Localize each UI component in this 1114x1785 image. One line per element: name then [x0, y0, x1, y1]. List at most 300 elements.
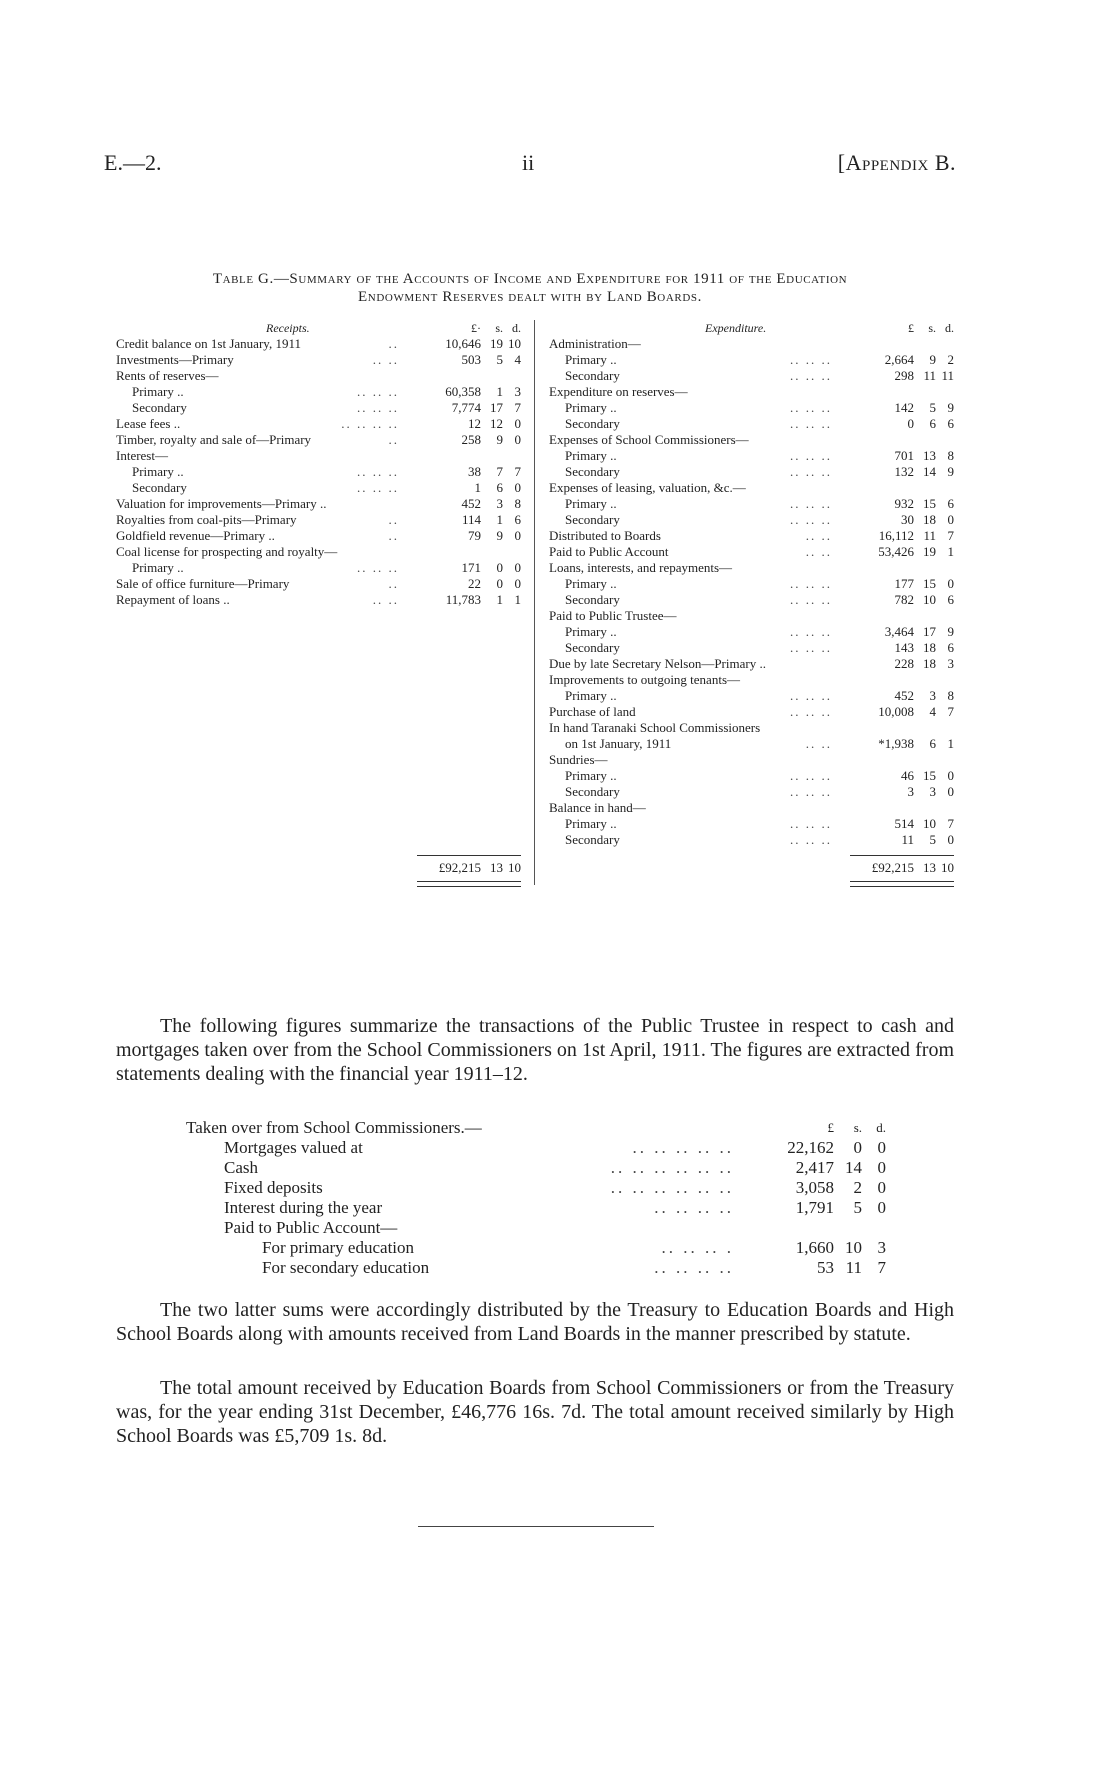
pounds-header: £ [908, 321, 914, 335]
public-trustee-table [186, 1118, 886, 1278]
ledger-row [549, 336, 954, 352]
ledger-row [549, 480, 954, 496]
amount-shillings: 15 [923, 768, 936, 783]
ledger-row [549, 592, 954, 608]
leader-dots: .. .. .. [790, 816, 832, 831]
ledger-row [116, 448, 521, 464]
ledger-row [116, 592, 521, 608]
row-amount [411, 464, 521, 480]
amount-pounds: 2,664 [884, 352, 914, 367]
ledger-row [116, 480, 521, 496]
ledger-row [116, 352, 521, 368]
ledger-row [549, 368, 954, 384]
row-amount [844, 528, 954, 544]
receipts-total-pounds: £92,215 [438, 860, 481, 875]
leader-dots: .. .. .. .. .. .. [610, 1178, 734, 1197]
public-trustee-rows [186, 1138, 886, 1278]
receipts-total-shillings: 13 [490, 860, 503, 875]
row-label: on 1st January, 1911 [565, 736, 672, 751]
leader-dots: .. .. .. [790, 576, 832, 591]
amount-shillings: 13 [923, 448, 936, 463]
leader-dots: .. .. [372, 592, 399, 607]
row-label: Secondary [132, 480, 187, 495]
receipts-caption: Receipts. [266, 321, 310, 335]
amount-pounds: 132 [894, 464, 914, 479]
amount-pounds: 143 [894, 640, 914, 655]
amount-pounds: 258 [461, 432, 481, 447]
ledger-row [549, 816, 954, 832]
ledger-row [549, 528, 954, 544]
leader-dots: .. .. [805, 544, 832, 559]
ledger-row [549, 432, 954, 448]
row-amount [844, 400, 954, 416]
amount-pence: 6 [514, 512, 521, 527]
ledger-row [116, 368, 521, 384]
amount-pounds: 22,162 [787, 1138, 834, 1157]
amount-pounds: 177 [894, 576, 914, 591]
ledger-row [116, 496, 521, 512]
row-label: Primary .. [565, 768, 617, 783]
row-label: Secondary [565, 592, 620, 607]
row-amount [411, 512, 521, 528]
row-label: Secondary [565, 640, 620, 655]
ledger-row [116, 576, 521, 592]
ledger-row [549, 752, 954, 768]
receipts-total-double-rule [417, 881, 521, 887]
row-amount [746, 1138, 886, 1158]
row-amount [844, 784, 954, 800]
amount-pence: 0 [877, 1138, 886, 1157]
ledger-row [549, 720, 954, 736]
amount-shillings: 1 [496, 384, 503, 399]
leader-dots: .. .. .. [790, 592, 832, 607]
amount-pence: 4 [514, 352, 521, 367]
amount-pounds: 1 [474, 480, 481, 495]
row-amount [411, 592, 521, 608]
end-rule [418, 1526, 654, 1527]
leader-dots: .. .. .. .. [654, 1198, 734, 1217]
amount-pence: 0 [947, 784, 954, 799]
amount-shillings: 15 [923, 576, 936, 591]
table-title [104, 270, 956, 306]
row-label: Distributed to Boards [549, 528, 661, 543]
row-label: Secondary [565, 416, 620, 431]
amount-shillings: 19 [923, 544, 936, 559]
ledger-row [549, 768, 954, 784]
row-label: Loans, interests, and repayments— [549, 560, 733, 575]
row-label: Paid to Public Account— [224, 1218, 398, 1237]
amount-pounds: 2,417 [795, 1158, 834, 1177]
row-label: Paid to Public Account [549, 544, 669, 559]
amount-pence: 3 [514, 384, 521, 399]
row-label: Primary .. [565, 400, 617, 415]
row-amount [844, 816, 954, 832]
amount-pence: 8 [947, 448, 954, 463]
amount-pence: 6 [947, 416, 954, 431]
row-label: Administration— [549, 336, 641, 351]
row-label: Expenses of leasing, valuation, &c.— [549, 480, 746, 495]
row-amount [746, 1158, 886, 1178]
row-amount [411, 416, 521, 432]
leader-dots: .. .. .. [357, 384, 399, 399]
leader-dots: .. .. .. .. .. [632, 1138, 734, 1157]
row-amount [411, 400, 521, 416]
public-trustee-row [186, 1238, 886, 1258]
row-amount [411, 352, 521, 368]
row-label: Secondary [565, 832, 620, 847]
amount-pounds: 60,358 [445, 384, 481, 399]
amount-pounds: 38 [468, 464, 481, 479]
ledger-row [549, 352, 954, 368]
amount-pounds: 53 [817, 1258, 834, 1277]
row-amount [411, 576, 521, 592]
pounds-header: £ [827, 1120, 834, 1135]
receipts-header [116, 320, 521, 336]
amount-shillings: 0 [853, 1138, 862, 1157]
row-label: Primary .. [132, 384, 184, 399]
ledger-row [549, 512, 954, 528]
amount-shillings: 1 [496, 592, 503, 607]
leader-dots: .. .. .. .. [341, 416, 399, 431]
amount-pence: 7 [947, 528, 954, 543]
row-amount [844, 592, 954, 608]
amount-pence: 7 [514, 464, 521, 479]
ledger-row [549, 656, 954, 672]
row-label: Primary .. [565, 448, 617, 463]
amount-pounds: 3,058 [795, 1178, 834, 1197]
expenditure-total-shillings: 13 [923, 860, 936, 875]
row-amount [746, 1198, 886, 1218]
row-label: Paid to Public Trustee— [549, 608, 677, 623]
leader-dots: .. .. .. [790, 640, 832, 655]
amount-pence: 7 [877, 1258, 886, 1277]
row-amount [844, 688, 954, 704]
leader-dots: .. .. .. [790, 704, 832, 719]
ledger-row [549, 464, 954, 480]
amount-pence: 0 [877, 1178, 886, 1197]
leader-dots: .. [388, 528, 399, 543]
pence-header: d. [945, 321, 954, 335]
amount-pounds: 3 [907, 784, 914, 799]
public-trustee-row [186, 1138, 886, 1158]
amount-pounds: 46 [901, 768, 914, 783]
leader-dots: .. .. .. [790, 496, 832, 511]
row-label: Goldfield revenue—Primary .. [116, 528, 275, 543]
receipts-total-pence: 10 [508, 860, 521, 875]
ledger-row [549, 688, 954, 704]
amount-shillings: 9 [929, 352, 936, 367]
amount-shillings: 5 [853, 1198, 862, 1217]
amount-pence: 11 [941, 368, 954, 383]
amount-pence: 0 [514, 416, 521, 431]
row-label: Royalties from coal-pits—Primary [116, 512, 297, 527]
amount-pence: 8 [947, 688, 954, 703]
leader-dots: .. .. .. [790, 688, 832, 703]
row-label: Improvements to outgoing tenants— [549, 672, 741, 687]
amount-shillings: 14 [845, 1158, 862, 1177]
row-label: Lease fees .. [116, 416, 181, 431]
ledger-row [116, 384, 521, 400]
leader-dots: .. .. .. [790, 624, 832, 639]
ledger-row [116, 336, 521, 352]
receipts-total [411, 860, 521, 876]
row-label: Valuation for improvements—Primary .. [116, 496, 327, 511]
leader-dots: .. .. .. [790, 512, 832, 527]
expenditure-total-rule [850, 855, 954, 856]
paragraph-3-text: The total amount received by Education Boards from School Commissioners or from the Treasury was, for the year ending 31st December, £46,776 16s. 7d. The total amount received similarly by High School Boards was £5,709 1s. 8d. [116, 1377, 954, 1447]
row-amount [411, 336, 521, 352]
row-label: Secondary [565, 784, 620, 799]
column-divider [534, 320, 535, 885]
row-label: Primary .. [565, 816, 617, 831]
amount-shillings: 3 [929, 688, 936, 703]
row-amount [844, 736, 954, 752]
ledger-row [116, 512, 521, 528]
expenditure-total-pence: 10 [941, 860, 954, 875]
amount-pounds: 0 [907, 416, 914, 431]
amount-shillings: 18 [923, 512, 936, 527]
ledger-row [549, 400, 954, 416]
public-trustee-heading-row [186, 1118, 886, 1138]
amount-pence: 1 [514, 592, 521, 607]
expenditure-total-double-rule [850, 881, 954, 887]
amount-pence: 9 [947, 624, 954, 639]
ledger-row [549, 576, 954, 592]
amount-shillings: 10 [845, 1238, 862, 1257]
leader-dots: .. .. .. [357, 400, 399, 415]
amount-pounds: 452 [894, 688, 914, 703]
amount-pounds: 30 [901, 512, 914, 527]
amount-shillings: 18 [923, 640, 936, 655]
amount-shillings: 11 [923, 368, 936, 383]
row-amount [746, 1178, 886, 1198]
public-trustee-row [186, 1158, 886, 1178]
amount-shillings: 11 [845, 1258, 862, 1277]
leader-dots: .. .. .. [357, 560, 399, 575]
amount-pounds: 514 [894, 816, 914, 831]
amount-shillings: 12 [490, 416, 503, 431]
ledger-row [116, 416, 521, 432]
amount-pounds: 1,660 [795, 1238, 834, 1257]
amount-pounds: *1,938 [878, 736, 914, 751]
row-label: In hand Taranaki School Commissioners [549, 720, 761, 735]
row-amount [411, 384, 521, 400]
ledger-row [116, 560, 521, 576]
amount-shillings: 17 [923, 624, 936, 639]
row-amount [844, 704, 954, 720]
row-amount [411, 432, 521, 448]
row-label: Expenditure on reserves— [549, 384, 688, 399]
amount-pence: 9 [947, 400, 954, 415]
paragraph-public-trustee [116, 1014, 954, 1086]
amount-pounds: 22 [468, 576, 481, 591]
amount-shillings: 9 [496, 432, 503, 447]
amount-pence: 0 [514, 576, 521, 591]
amount-shillings: 2 [853, 1178, 862, 1197]
row-amount [411, 528, 521, 544]
row-label: Primary .. [132, 560, 184, 575]
row-label: Purchase of land [549, 704, 636, 719]
amount-pounds: 228 [894, 656, 914, 671]
row-label: Interest during the year [224, 1198, 383, 1217]
row-label: Secondary [565, 368, 620, 383]
row-label: Due by late Secretary Nelson—Primary .. [549, 656, 766, 671]
amount-shillings: 0 [496, 560, 503, 575]
leader-dots: .. [388, 512, 399, 527]
amount-pence: 9 [947, 464, 954, 479]
row-label: For secondary education [262, 1258, 430, 1277]
document-reference: E.—2. [104, 150, 162, 175]
shillings-header: s. [495, 321, 503, 335]
leader-dots: .. .. .. [790, 768, 832, 783]
amount-shillings: 6 [496, 480, 503, 495]
leader-dots: .. .. .. [790, 448, 832, 463]
row-label: Fixed deposits [224, 1178, 323, 1197]
public-trustee-heading: Taken over from School Commissioners.— [186, 1118, 482, 1137]
row-label: Investments—Primary [116, 352, 234, 367]
ledger-row [549, 704, 954, 720]
table-title-line1: Table G.—Summary of the Accounts of Income and Expenditure for 1911 of the Education [212, 271, 848, 287]
ledger-row [549, 640, 954, 656]
amount-pence: 0 [877, 1158, 886, 1177]
amount-pounds: 503 [461, 352, 481, 367]
amount-pence: 2 [947, 352, 954, 367]
row-label: Sundries— [549, 752, 608, 767]
amount-shillings: 5 [929, 400, 936, 415]
amount-pounds: 7,774 [451, 400, 481, 415]
leader-dots: .. .. .. [357, 464, 399, 479]
ledger-row [549, 384, 954, 400]
ledger-row [116, 544, 521, 560]
amount-pence: 6 [947, 640, 954, 655]
amount-shillings: 4 [929, 704, 936, 719]
amount-pounds: 114 [461, 512, 481, 527]
row-amount [844, 640, 954, 656]
amount-pence: 1 [947, 544, 954, 559]
row-label: Primary .. [565, 688, 617, 703]
leader-dots: .. .. .. [357, 480, 399, 495]
amount-pence: 8 [514, 496, 521, 511]
amount-shillings: 14 [923, 464, 936, 479]
public-trustee-row [186, 1258, 886, 1278]
amount-shillings: 10 [923, 592, 936, 607]
ledger-row [116, 464, 521, 480]
leader-dots: .. .. [372, 352, 399, 367]
ledger-row [549, 672, 954, 688]
row-label: Interest— [116, 448, 168, 463]
leader-dots: .. [388, 336, 399, 351]
amount-pounds: 11,783 [445, 592, 481, 607]
row-label: Primary .. [132, 464, 184, 479]
row-amount [844, 368, 954, 384]
expenditure-rows [549, 336, 954, 848]
amount-pounds: 12 [468, 416, 481, 431]
leader-dots: .. [388, 576, 399, 591]
ledger-row [116, 528, 521, 544]
amount-shillings: 5 [929, 832, 936, 847]
row-amount [844, 656, 954, 672]
leader-dots: .. .. [805, 736, 832, 751]
amount-shillings: 10 [923, 816, 936, 831]
leader-dots: .. .. .. [790, 832, 832, 847]
amount-pence: 0 [947, 768, 954, 783]
amount-pounds: 11 [901, 832, 914, 847]
row-label: Secondary [565, 512, 620, 527]
ledger-row [549, 416, 954, 432]
paragraph-totals [116, 1376, 954, 1448]
amount-pence: 0 [877, 1198, 886, 1217]
page-header [104, 150, 956, 182]
amount-pounds: 3,464 [884, 624, 914, 639]
row-amount [844, 512, 954, 528]
ledger-row [116, 400, 521, 416]
amount-pence: 7 [514, 400, 521, 415]
row-amount [411, 496, 521, 512]
row-amount [844, 768, 954, 784]
ledger-row [549, 448, 954, 464]
amount-pounds: 298 [894, 368, 914, 383]
amount-pounds: 142 [894, 400, 914, 415]
paragraph-1-text: The following figures summarize the transactions of the Public Trustee in respect to cash and mortgages taken over from the School Commissioners on 1st April, 1911. The figures are extracted from statements dealing with the financial year 1911–12. [116, 1015, 954, 1085]
row-label: Coal license for prospecting and royalty— [116, 544, 338, 559]
leader-dots: .. .. .. .. [654, 1258, 734, 1277]
amount-shillings: 7 [496, 464, 503, 479]
amount-shillings: 3 [929, 784, 936, 799]
row-amount [844, 448, 954, 464]
row-amount [844, 464, 954, 480]
row-label: Balance in hand— [549, 800, 646, 815]
leader-dots: .. .. .. [790, 368, 832, 383]
row-amount [844, 352, 954, 368]
amount-pence: 0 [947, 832, 954, 847]
amount-shillings: 0 [496, 576, 503, 591]
row-amount [746, 1258, 886, 1278]
leader-dots: .. [388, 432, 399, 447]
row-label: Secondary [132, 400, 187, 415]
shillings-header: s. [928, 321, 936, 335]
amount-pence: 3 [947, 656, 954, 671]
amount-pence: 0 [947, 512, 954, 527]
amount-pounds: 10,008 [878, 704, 914, 719]
appendix-label: [Appendix B. [837, 150, 956, 175]
row-label: Repayment of loans .. [116, 592, 230, 607]
row-amount [844, 624, 954, 640]
amount-pence: 0 [514, 528, 521, 543]
table-title-line2: Endowment Reserves dealt with by Land Boards. [358, 289, 702, 305]
amount-shillings: 11 [923, 528, 936, 543]
amount-pounds: 79 [468, 528, 481, 543]
ledger-row [549, 608, 954, 624]
ledger-row [549, 832, 954, 848]
row-label: Primary .. [565, 624, 617, 639]
receipts-rows [116, 336, 521, 608]
row-amount [844, 496, 954, 512]
accounts-ledger [116, 320, 954, 880]
row-amount [844, 832, 954, 848]
leader-dots: .. .. .. .. .. .. [610, 1158, 734, 1177]
amount-pounds: 701 [894, 448, 914, 463]
public-trustee-row [186, 1198, 886, 1218]
amount-pence: 1 [947, 736, 954, 751]
amount-pence: 0 [514, 560, 521, 575]
amount-shillings: 18 [923, 656, 936, 671]
amount-pounds: 53,426 [878, 544, 914, 559]
amount-pence: 7 [947, 704, 954, 719]
amount-shillings: 6 [929, 736, 936, 751]
ledger-row [549, 736, 954, 752]
row-amount [746, 1238, 886, 1258]
row-label: Expenses of School Commissioners— [549, 432, 749, 447]
